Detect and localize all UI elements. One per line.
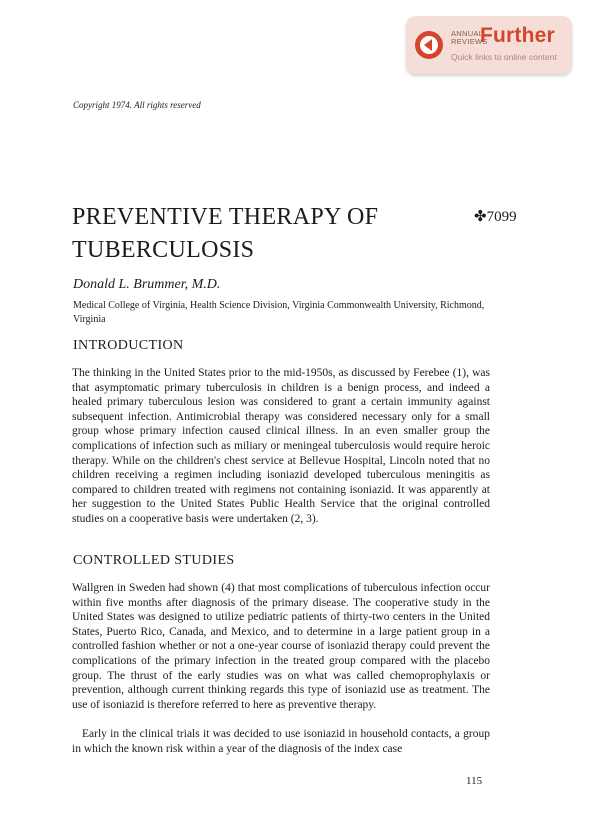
badge-further-text: Further: [480, 24, 555, 47]
annual-reviews-further-badge[interactable]: [406, 16, 572, 74]
play-arrow-icon: [414, 30, 444, 60]
section-heading-controlled-studies: CONTROLLED STUDIES: [73, 553, 235, 568]
paragraph: Wallgren in Sweden had shown (4) that most complications of tuberculous infection occur within five months after diagnosis of the primary disease. The cooperative study in the United States was designed to utilize pediatric patients of thirty-two centers in the United States, Puerto Rico, Canada, and Mexico, and to determine in a large patient group in a controlled fashion whether or not a one-year course of isoniazid therapy could prevent the complications of the primary infection in the treated group compared with the placebo group. The thrust of the early studies was on what was called chemoprophylaxis or prevention, although current thinking regards this type of isoniazid use as treatment. The use of isoniazid is therefore referred to here as preventive therapy.: [72, 582, 490, 711]
author-name: Donald L. Brummer, M.D.: [73, 277, 221, 292]
copyright-notice: Copyright 1974. All rights reserved: [73, 100, 201, 110]
badge-annual-text: ANNUAL: [451, 29, 484, 38]
badge-subtitle: Quick links to online content: [451, 52, 557, 62]
author-affiliation: Medical College of Virginia, Health Science Division, Virginia Commonwealth University, Richmond, Virginia: [73, 300, 485, 325]
paragraph: The thinking in the United States prior to the mid-1950s, as discussed by Ferebee (1), was that asymptomatic primary tuberculosis in children is a benign process, and indeed a healed primary tuberculous lesion was considered to grant a certain immunity against subsequent infection. Antimicrobial therapy was considered necessary only for a small group whose primary infection caused clinical illness. In an even smaller group the complications of infection such as miliary or meningeal tuberculosis would require heroic therapy. While on the children's chest service at Bellevue Hospital, Lincoln noted that no children receiving a regimen including isoniazid developed tuberculous meningitis as compared to children treated with regimens not containing isoniazid. It was apparently at her suggestion to the United States Public Health Service that the original controlled studies on a cooperative basis were undertaken (2, 3).: [72, 367, 490, 525]
article-number: ✤7099: [474, 209, 517, 225]
paragraph: Early in the clinical trials it was decided to use isoniazid in household contacts, a group in which the known risk within a year of the diagnosis of the index case: [72, 728, 490, 755]
badge-reviews-text: REVIEWS: [451, 37, 488, 46]
article-title: PREVENTIVE THERAPY OF TUBERCULOSIS: [72, 204, 379, 263]
section-heading-introduction: INTRODUCTION: [73, 338, 184, 353]
page-number: 115: [466, 775, 483, 787]
